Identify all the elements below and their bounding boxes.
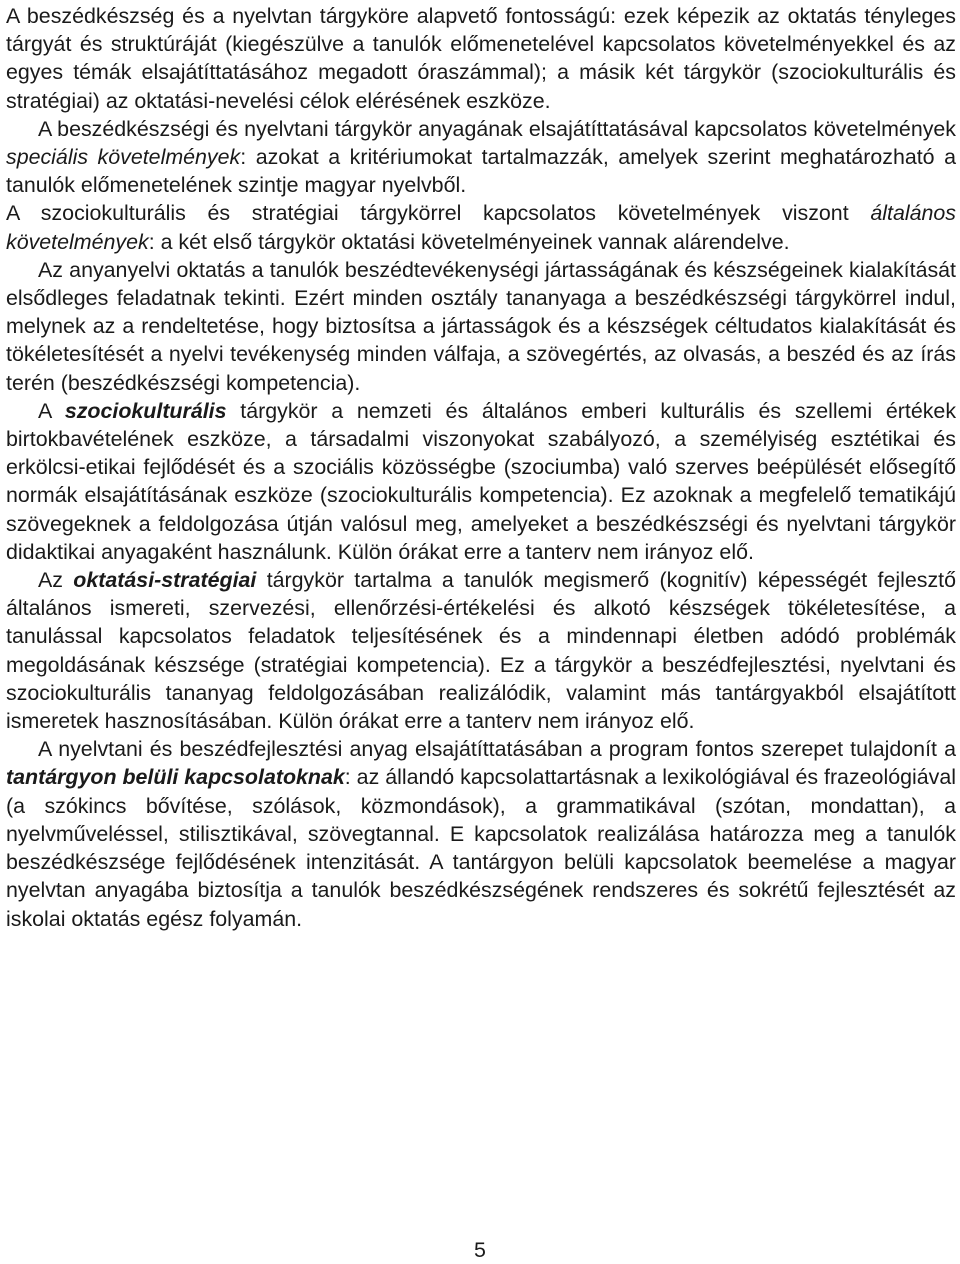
paragraph-2-italic-term: speciális követelmények xyxy=(6,145,241,170)
paragraph-1: A beszédkészség és a nyelvtan tárgyköre alapvető fontosságú: ezek képezik az oktatás tényleges tárgyát és struktúráját (kiegészülve a tanulók előmenetelével kapcsolatos követelményekkel és az egyes témák elsajátíttatásához megadott óraszámmal); a másik két tárgykör (szociokulturális és stratégiai) az oktatási-nevelési célok elérésének eszköze. xyxy=(6,4,956,113)
paragraph-4: Az anyanyelvi oktatás a tanulók beszédtevékenységi jártasságának és készségeinek kialakítását elsődleges feladatnak tekinti. Ezért minden osztály tananyaga a beszédkészségi tárgykörrel indul, melynek az a rendeltetése, hogy biztosítsa a jártasságok és a készségek céltudatos kialakítását és tökéletesítését a nyelvi tevékenység minden válfaja, a szövegértés, az olvasás, a beszéd és az írás terén (beszédkészségi kompetencia). xyxy=(6,257,956,395)
paragraph-7 xyxy=(6,735,956,932)
paragraph-6-text-b: tárgykör tartalma a tanulók megismerő (kognitív) képességét fejlesztő általános ismereti, szervezési, ellenőrzési-értékelési és alkotó készségek tökéletesítése, a tanulással kapcsolatos feladatok teljesítésének és a mindennapi életben adódó problémák megoldásának készsége (stratégiai kompetencia). Ez a tárgykör a beszédfejlesztési, nyelvtani és szociokulturális tananyag feldolgozásában realizálódik, valamint más tantárgyakból elsajátított ismeretek hasznosításában. Külön órákat erre a tanterv nem irányoz elő. xyxy=(6,568,957,734)
paragraph-2 xyxy=(6,115,956,200)
paragraph-3-text-a: A szociokulturális és stratégiai tárgykörrel kapcsolatos követelmények viszont xyxy=(6,201,871,226)
paragraph-2-text-b: : azokat a kritériumokat tartalmazzák, amelyek szerint meghatározható a tanulók előmenetelének szintje magyar nyelvből. xyxy=(6,145,956,198)
page-number: 5 xyxy=(474,1238,486,1262)
paragraph-6-text-a: Az xyxy=(38,568,74,593)
paragraph-5-text-b: tárgykör a nemzeti és általános emberi kulturális és szellemi értékek birtokbavételének eszköze, a társadalmi viszonyokat szabályozó, a személyiség esztétikai és erkölcsi-etikai fejlődését és a szociális közösségbe (szociumba) való szerves beépülését elősegítő normák elsajátításának eszköze (szociokulturális kompetencia). Ez azoknak a megfelelő tematikájú szövegeknek a feldolgozása útján valósul meg, amelyeket a beszédkészségi és nyelvtani tárgykör didaktikai anyagaként használunk. Külön órákat erre a tanterv nem irányoz elő. xyxy=(6,398,957,564)
paragraph-7-text-b: : az állandó kapcsolattartásnak a lexikológiával és frazeológiával (a szókincs bővítése, szólások, közmondások), a grammatikával (szótan, mondattan), a nyelvműveléssel, stilisztikával, szövegtannal. E kapcsolatok realizálása határozza meg a tanulók beszédkészsége fejlődésének intenzitását. A tantárgyon belüli kapcsolatok beemelése a magyar nyelvtan anyagába biztosítja a tanulók beszédkészségének rendszeres és sokrétű fejlesztését az iskolai oktatás egész folyamán. xyxy=(6,765,956,931)
paragraph-5 xyxy=(6,397,956,566)
paragraph-5-bold-italic-term: szociokulturális xyxy=(64,398,227,423)
paragraph-7-bold-italic-term: tantárgyon belüli kapcsolatoknak xyxy=(6,765,345,790)
paragraph-7-text-a: A nyelvtani és beszédfejlesztési anyag elsajátíttatásában a program fontos szerepet tulajdonít a xyxy=(38,737,956,762)
paragraph-3-text-b: : a két első tárgykör oktatási követelményeinek vannak alárendelve. xyxy=(148,229,790,254)
paragraph-5-text-a: A xyxy=(38,398,65,423)
paragraph-3-italic-term: általános követelmények xyxy=(6,201,956,254)
paragraph-2-text-a: A beszédkészségi és nyelvtani tárgykör anyagának elsajátíttatásával kapcsolatos követelmények xyxy=(38,116,956,141)
document-body xyxy=(6,2,956,933)
paragraph-6 xyxy=(6,566,956,735)
paragraph-3 xyxy=(6,199,956,255)
paragraph-6-bold-italic-term: oktatási-stratégiai xyxy=(73,568,257,593)
